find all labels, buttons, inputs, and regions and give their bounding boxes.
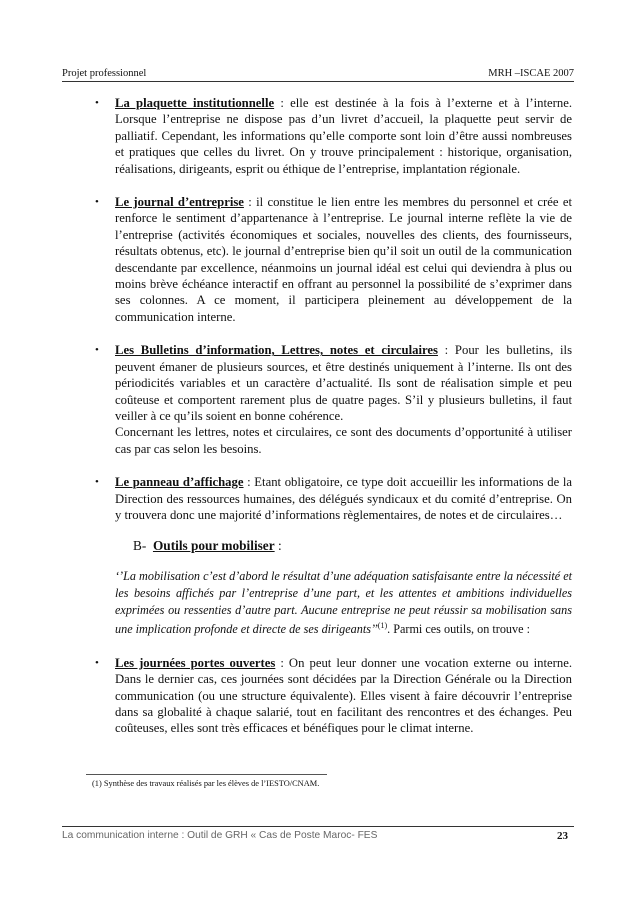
bullet-paragraph: [115, 655, 572, 737]
bullet-item: [62, 655, 572, 737]
page-footer: [62, 826, 574, 842]
footer-text: La communication interne : Outil de GRH « Cas de Poste Maroc- FES: [62, 830, 378, 841]
bullet-text: [115, 95, 572, 177]
bullet-text: [115, 655, 572, 737]
bullet-text: [115, 342, 572, 457]
quote-tail: . Parmi ces outils, on trouve :: [387, 622, 530, 637]
header-right: MRH –ISCAE 2007: [488, 68, 574, 79]
bullet-body: Concernant les lettres, notes et circulaires, ce sont des documents d’opportunité à utiliser cas par cas selon les besoins.: [115, 425, 572, 456]
bullet-paragraph: [115, 95, 572, 177]
bullet-icon: •: [95, 656, 99, 669]
bullet-text: [115, 474, 572, 523]
bullet-title: Le panneau d’affichage: [115, 475, 244, 490]
bullet-icon: •: [95, 344, 99, 357]
bullet-paragraph: [115, 194, 572, 325]
bullet-title: Le journal d’entreprise: [115, 195, 244, 210]
bullet-icon: •: [95, 196, 99, 209]
bullet-paragraph: [115, 474, 572, 523]
bullet-list-2: [62, 655, 572, 737]
page-header: [62, 68, 574, 82]
footnote-ref: (1): [377, 621, 388, 631]
bullet-list-1: [62, 95, 572, 523]
bullet-title: La plaquette institutionnelle: [115, 96, 275, 110]
subsection-heading: [133, 538, 572, 554]
bullet-body: : Pour les bulletins, ils peuvent émaner de plusieurs sources, et être destinés uniquement à l’interne. Ils ont des périodicités variables et un caractère d’actualité. Ils sont de réalisation simple et peu coûteuse et comportent rarement plus de quatre pages. S’il y plusieurs bulletins, il faut veiller à ce qu’ils soient en bonne cohérence.: [115, 343, 573, 423]
bullet-icon: •: [95, 476, 99, 489]
bullet-title: Les Bulletins d’information, Lettres, notes et circulaires: [115, 343, 438, 358]
bullet-item: [62, 95, 572, 177]
subsection-title: Outils pour mobiliser: [152, 538, 275, 554]
bullet-paragraph: [115, 342, 572, 424]
bullet-body: : elle est destinée à la fois à l’externe et à l’interne. Lorsque l’entreprise ne dispose pas d’un livret d’accueil, la plaquette peut servir de palliatif. Cependant, les informations qu’elle comporte sont loin d’être aussi nombreuses et pratiques que celles du livret. On y trouve principalement : historique, organisation, réalisations, dirigeants, esprit ou éthique de l’entreprise, implantation régionale.: [115, 96, 573, 176]
subsection-suffix: :: [274, 538, 282, 554]
bullet-body: : Etant obligatoire, ce type doit accueillir les informations de la Direction des ressources humaines, des délégués syndicaux et du comité d’entreprise. On y trouvera donc une majorité d’informations règlementaires, de notes et de circulaires…: [115, 475, 572, 522]
header-left: Projet professionnel: [62, 68, 147, 79]
bullet-icon: •: [95, 97, 99, 109]
footnote: (1) Synthèse des travaux réalisés par les élèves de l’IESTO/CNAM.: [92, 779, 320, 788]
bullet-body: : il constitue le lien entre les membres du personnel et crée et renforce le sentiment d’appartenance à l’entreprise. Le journal interne reflète la vie de l’entreprise (activités économiques et sociales, nouvelles des clients, des fournisseurs, résultats obtenus, etc). le journal d’entreprise bien qu’il soit un outil de la communication descendante par excellence, néanmoins un journal idéal est celui qui deviendra à plus ou moins brève échéance interactif en offrant au personnel la possibilité de s’exprimer dans ses colonnes. A ce moment, il participera pleinement au développement de la communication interne.: [115, 195, 572, 324]
quote-text: ‘’La mobilisation c’est d’abord le résultat d’une adéquation satisfaisante entre la nécessité et les besoins affichés par l’entreprise d’une part, et les attentes et ambitions individuelles exprimées ou ressenties d’autre part. Aucune entreprise ne peut réussir sa mobilisation sans une implication profonde et directe de ses dirigeants’’: [115, 569, 572, 637]
subsection-letter: B-: [133, 538, 147, 554]
bullet-item: [62, 194, 572, 325]
page-number: 23: [557, 830, 568, 842]
bullet-text: [115, 194, 572, 325]
bullet-body: : On peut leur donner une vocation externe ou interne. Dans le dernier cas, ces journées sont décidées par la Direction Générale ou la Direction communication (ou une structure équivalente). Elles visent à faire découvrir l’entreprise dans sa globalité à chaque salarié, tout en facilitant des rencontres et des échanges. Peu coûteuses, elles sont très efficaces et bénéfiques pour le climat interne.: [115, 655, 572, 736]
bullet-item: [62, 342, 572, 457]
bullet-title: Les journées portes ouvertes: [115, 655, 276, 670]
quote-paragraph: [115, 568, 572, 637]
bullet-paragraph: [115, 424, 572, 457]
footnote-divider: [86, 774, 327, 775]
page-content: [62, 95, 572, 754]
bullet-item: [62, 474, 572, 523]
